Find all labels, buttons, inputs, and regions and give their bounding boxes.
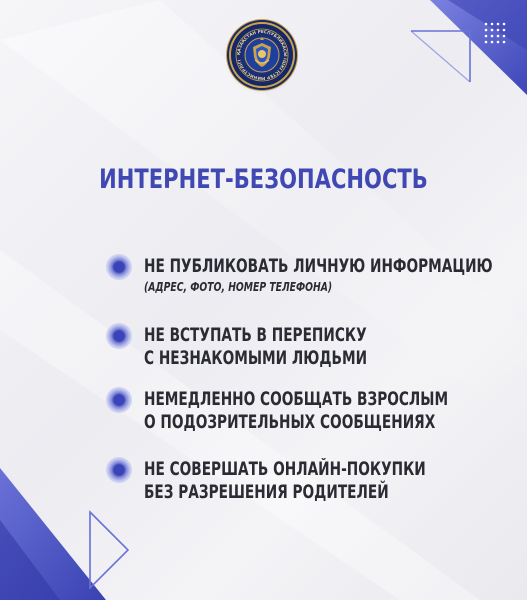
dots-grid-icon [484,22,506,44]
tips-list [106,250,506,519]
tip-item [106,319,506,383]
outline-arrow-bottom-left [90,512,128,588]
bullet-dot-icon [106,254,132,280]
tip-line: НЕМЕДЛЕННО СООБЩАТЬ ВЗРОСЛЫМ [144,389,449,410]
tip-line: С НЕЗНАКОМЫМИ ЛЮДЬМИ [144,348,368,369]
tip-text [144,324,455,370]
emblem [231,24,293,86]
tip-line: О ПОДОЗРИТЕЛЬНЫХ СООБЩЕНИЯХ [144,412,436,433]
bullet-dot-icon [106,323,132,349]
tip-note: (АДРЕС, ФОТО, НОМЕР ТЕЛЕФОНА) [144,279,333,294]
tip-line: БЕЗ РАЗРЕШЕНИЯ РОДИТЕЛЕЙ [144,482,389,503]
tip-text [144,458,455,504]
tip-item [106,453,506,519]
tip-text [144,255,493,295]
tip-item [106,383,506,453]
dots-grid [484,22,506,44]
tip-line: НЕ ПУБЛИКОВАТЬ ЛИЧНУЮ ИНФОРМАЦИЮ [144,256,493,277]
tip-line: НЕ СОВЕРШАТЬ ОНЛАЙН-ПОКУПКИ [144,459,426,480]
emblem-inscription: ҚАЗАҚСТАН РЕСПУБЛИКАСЫ ІШКІ ІСТЕР МИНИСТРЛІГІ [235,28,289,82]
tip-line: НЕ ВСТУПАТЬ В ПЕРЕПИСКУ [144,325,367,346]
bullet-dot-icon [106,457,132,483]
tip-item [106,250,506,319]
tip-text [144,388,455,434]
emblem-icon [231,24,293,86]
page-title: ИНТЕРНЕТ-БЕЗОПАСНОСТЬ [99,164,428,195]
bullet-dot-icon [106,387,132,413]
